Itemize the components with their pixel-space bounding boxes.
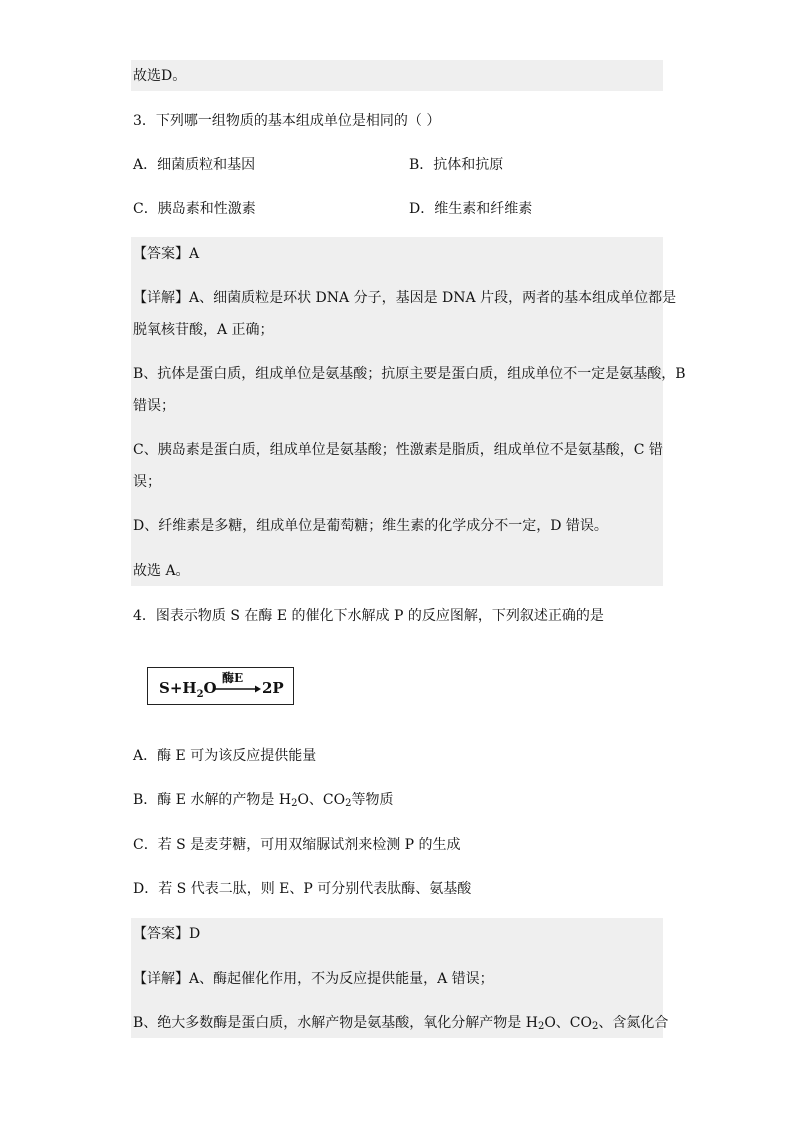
q4-stem: 4．图表示物质 S 在酶 E 的催化下水解成 P 的反应图解，下列叙述正确的是 xyxy=(133,608,604,624)
reaction-diagram xyxy=(147,667,294,705)
q3-conclusion: 故选 A。 xyxy=(133,563,190,579)
q4-option-c: C．若 S 是麦芽糖，可用双缩脲试剂来检测 P 的生成 xyxy=(133,837,461,853)
q4-explanation-line-2: B、绝大多数酶是蛋白质，水解产物是氨基酸，氧化分解产物是 $H_2O$、$CO_2$、含氮化合 xyxy=(133,1015,669,1032)
q3-explanation-line-1: 【详解】A、细菌质粒是环状 DNA 分子，基因是 DNA 片段，两者的基本组成单位都是 xyxy=(133,290,677,306)
prev-conclusion: 故选D。 xyxy=(133,68,187,84)
q3-explanation-line-4: 错误； xyxy=(133,398,175,414)
q4-option-d: D．若 S 代表二肽，则 E、P 可分别代表肽酶、氨基酸 xyxy=(133,881,472,897)
reaction-enzyme-label: 酶E xyxy=(222,671,244,685)
reaction-arrowhead xyxy=(255,686,261,693)
q3-explanation-line-3: B、抗体是蛋白质，组成单位是氨基酸；抗原主要是蛋白质，组成单位不一定是氨基酸，B xyxy=(133,366,686,382)
reaction-product: 2P xyxy=(262,679,284,697)
q3-option-b: B．抗体和抗原 xyxy=(409,157,504,173)
q3-option-c: C．胰岛素和性激素 xyxy=(133,201,256,217)
q4-explanation-line-1: 【详解】A、酶起催化作用，不为反应提供能量，A 错误； xyxy=(133,971,494,987)
q4-answer: 【答案】D xyxy=(133,926,201,942)
q3-explanation-line-5: C、胰岛素是蛋白质，组成单位是氨基酸；性激素是脂质，组成单位不是氨基酸，C 错 xyxy=(133,442,663,458)
q3-explanation-line-7: D、纤维素是多糖，组成单位是葡萄糖；维生素的化学成分不一定，D 错误。 xyxy=(133,518,608,534)
q3-answer: 【答案】A xyxy=(133,246,200,262)
q3-explanation-line-6: 误； xyxy=(133,474,161,490)
q3-stem: 3．下列哪一组物质的基本组成单位是相同的（ ） xyxy=(133,113,441,129)
prev-answer-shade xyxy=(131,60,663,91)
q3-option-d: D．维生素和纤维素 xyxy=(409,201,533,217)
q4-option-b: B．酶 E 水解的产物是 $H_2O$、$CO_2$等物质 xyxy=(133,792,394,809)
q4-option-a: A．酶 E 可为该反应提供能量 xyxy=(133,748,317,764)
reaction-reactants: $S+H_2O$ xyxy=(159,679,217,700)
q3-explanation-line-2: 脱氧核苷酸，A 正确； xyxy=(133,322,274,338)
q3-option-a: A．细菌质粒和基因 xyxy=(133,157,256,173)
